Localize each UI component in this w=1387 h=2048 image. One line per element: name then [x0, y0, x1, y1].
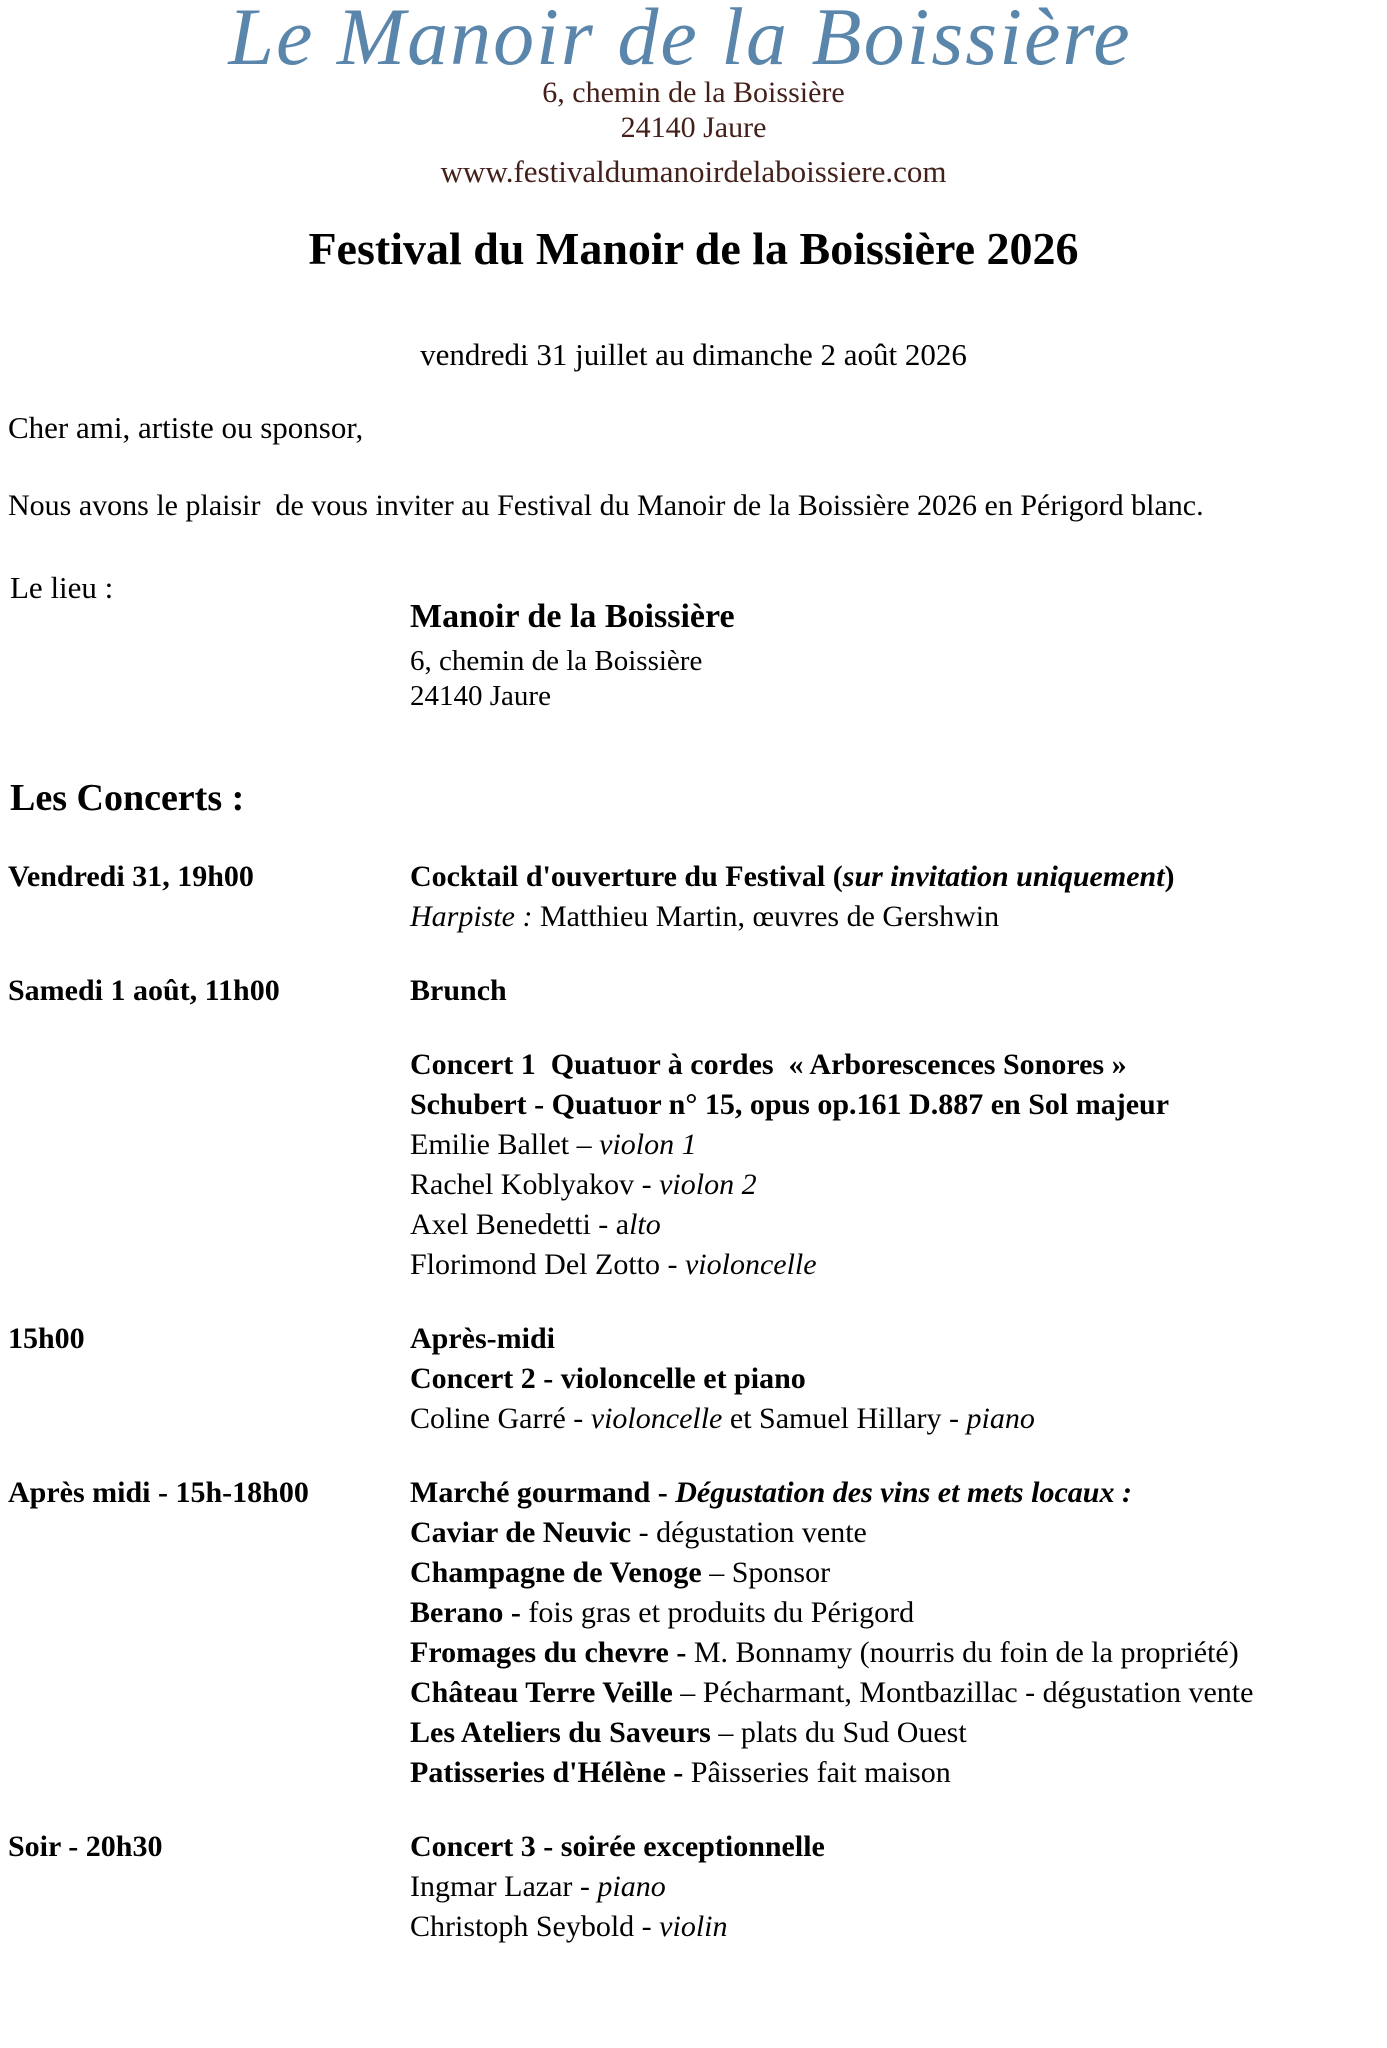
schedule-line: [410, 1473, 1383, 1513]
text-segment: Caviar de Neuvic: [410, 1516, 632, 1549]
venue-address: 6, chemin de la Boissière: [410, 645, 703, 677]
text-segment: Coline Garré -: [410, 1402, 591, 1435]
schedule-line: [410, 1399, 1383, 1439]
concert-schedule: [8, 857, 1383, 1981]
text-segment: piano: [966, 1402, 1035, 1435]
schedule-row: [8, 1827, 1383, 1947]
text-segment: Christoph Seybold -: [410, 1910, 660, 1943]
text-segment: – Sponsor: [701, 1556, 831, 1589]
text-segment: Les Ateliers du Saveurs: [410, 1716, 711, 1749]
text-segment: Schubert - Quatuor n° 15, opus op.161 D.887 en Sol majeur: [410, 1088, 1170, 1121]
text-segment: Dégustation des vins et mets locaux :: [675, 1476, 1132, 1509]
schedule-line: [410, 1673, 1383, 1713]
schedule-row-content: [410, 971, 1383, 1011]
text-segment: Marché gourmand -: [410, 1476, 676, 1509]
schedule-row-content: [410, 857, 1383, 937]
schedule-row: [8, 971, 1383, 1011]
text-segment: violon 1: [599, 1128, 697, 1161]
text-segment: Pâisseries fait maison: [683, 1756, 951, 1789]
schedule-row-content: [410, 1045, 1383, 1285]
text-segment: Concert 2 - violoncelle et piano: [410, 1362, 806, 1395]
schedule-row: [8, 857, 1383, 937]
header-website-url: www.festivaldumanoirdelaboissiere.com: [440, 154, 947, 189]
text-segment: violin: [659, 1910, 728, 1943]
text-segment: M. Bonnamy (nourris du foin de la propriété): [686, 1636, 1239, 1669]
text-segment: Emilie Ballet –: [410, 1128, 600, 1161]
schedule-row: [8, 1045, 1383, 1285]
text-segment: piano: [597, 1870, 666, 1903]
text-segment: Concert 1 Quatuor à cordes « Arborescences Sonores »: [410, 1048, 1127, 1081]
text-segment: Cocktail d'ouverture du Festival (: [410, 860, 843, 893]
schedule-row-content: [410, 1827, 1383, 1947]
text-segment: Concert 3 - soirée exceptionnelle: [410, 1830, 825, 1863]
schedule-line: [410, 1867, 1383, 1907]
schedule-line: [410, 1045, 1383, 1085]
schedule-time-label: 15h00: [8, 1322, 85, 1355]
schedule-time-label: [8, 1045, 410, 1285]
schedule-line: [410, 1085, 1383, 1125]
text-segment: Après-midi: [410, 1322, 555, 1355]
text-segment: Harpiste :: [410, 900, 533, 933]
text-segment: violoncelle: [684, 1248, 817, 1281]
schedule-line: [410, 1713, 1383, 1753]
page-title: Festival du Manoir de la Boissière 2026: [308, 223, 1079, 274]
logo-script-text: Le Manoir de la Boissière: [228, 0, 1132, 82]
schedule-line: [410, 1827, 1383, 1867]
schedule-row-content: [410, 1319, 1383, 1439]
schedule-line: [410, 971, 1383, 1011]
text-segment: violon 2: [659, 1168, 757, 1201]
text-segment: Ingmar Lazar -: [410, 1870, 598, 1903]
schedule-line: [410, 857, 1383, 897]
schedule-line: [410, 1633, 1383, 1673]
schedule-line: [410, 1753, 1383, 1793]
venue-name: Manoir de la Boissière: [410, 598, 735, 635]
text-segment: - dégustation vente: [631, 1516, 867, 1549]
salutation: Cher ami, artiste ou sponsor,: [8, 410, 364, 445]
header-address-line1: 6, chemin de la Boissière: [542, 76, 845, 109]
venue-section-label: Le lieu :: [10, 570, 114, 605]
text-segment: ): [1164, 860, 1175, 893]
text-segment: Berano -: [410, 1596, 521, 1629]
schedule-row: [8, 1319, 1383, 1439]
schedule-line: [410, 1593, 1383, 1633]
schedule-line: [410, 1245, 1383, 1285]
text-segment: Champagne de Venoge: [410, 1556, 702, 1589]
schedule-row: [8, 1473, 1383, 1793]
text-segment: – Pécharmant, Montbazillac - dégustation vente: [672, 1676, 1254, 1709]
schedule-line: [410, 1319, 1383, 1359]
text-segment: Rachel Koblyakov -: [410, 1168, 660, 1201]
text-segment: lto: [629, 1208, 661, 1241]
text-segment: Château Terre Veille: [410, 1676, 673, 1709]
schedule-line: [410, 1125, 1383, 1165]
text-segment: sur invitation uniquement: [842, 860, 1165, 893]
festival-date-range: vendredi 31 juillet au dimanche 2 août 2026: [420, 337, 967, 372]
schedule-line: [410, 1165, 1383, 1205]
text-segment: Matthieu Martin, œuvres de Gershwin: [532, 900, 1000, 933]
schedule-line: [410, 1907, 1383, 1947]
schedule-time-label: Samedi 1 août, 11h00: [8, 974, 280, 1007]
schedule-line: [410, 1205, 1383, 1245]
text-segment: Fromages du chevre -: [410, 1636, 687, 1669]
text-segment: violoncelle: [590, 1402, 723, 1435]
schedule-time-label: Vendredi 31, 19h00: [8, 860, 254, 893]
text-segment: Florimond Del Zotto -: [410, 1248, 685, 1281]
schedule-time-label: Soir - 20h30: [8, 1830, 163, 1863]
schedule-row-content: [410, 1473, 1383, 1793]
schedule-line: [410, 1513, 1383, 1553]
schedule-line: [410, 1553, 1383, 1593]
header-address-line2: 24140 Jaure: [620, 111, 767, 144]
intro-paragraph: Nous avons le plaisir de vous inviter au Festival du Manoir de la Boissière 2026 en Périgord blanc.: [8, 489, 1204, 522]
text-segment: Brunch: [410, 974, 507, 1007]
text-segment: Patisseries d'Hélène -: [410, 1756, 684, 1789]
venue-city: 24140 Jaure: [410, 680, 551, 712]
text-segment: – plats du Sud Ouest: [710, 1716, 967, 1749]
schedule-line: [410, 1359, 1383, 1399]
schedule-time-label: Après midi - 15h-18h00: [8, 1476, 309, 1509]
text-segment: Axel Benedetti - a: [410, 1208, 630, 1241]
text-segment: fois gras et produits du Périgord: [520, 1596, 915, 1629]
schedule-line: [410, 897, 1383, 937]
concerts-section-heading: Les Concerts :: [10, 777, 245, 819]
text-segment: et Samuel Hillary -: [722, 1402, 967, 1435]
